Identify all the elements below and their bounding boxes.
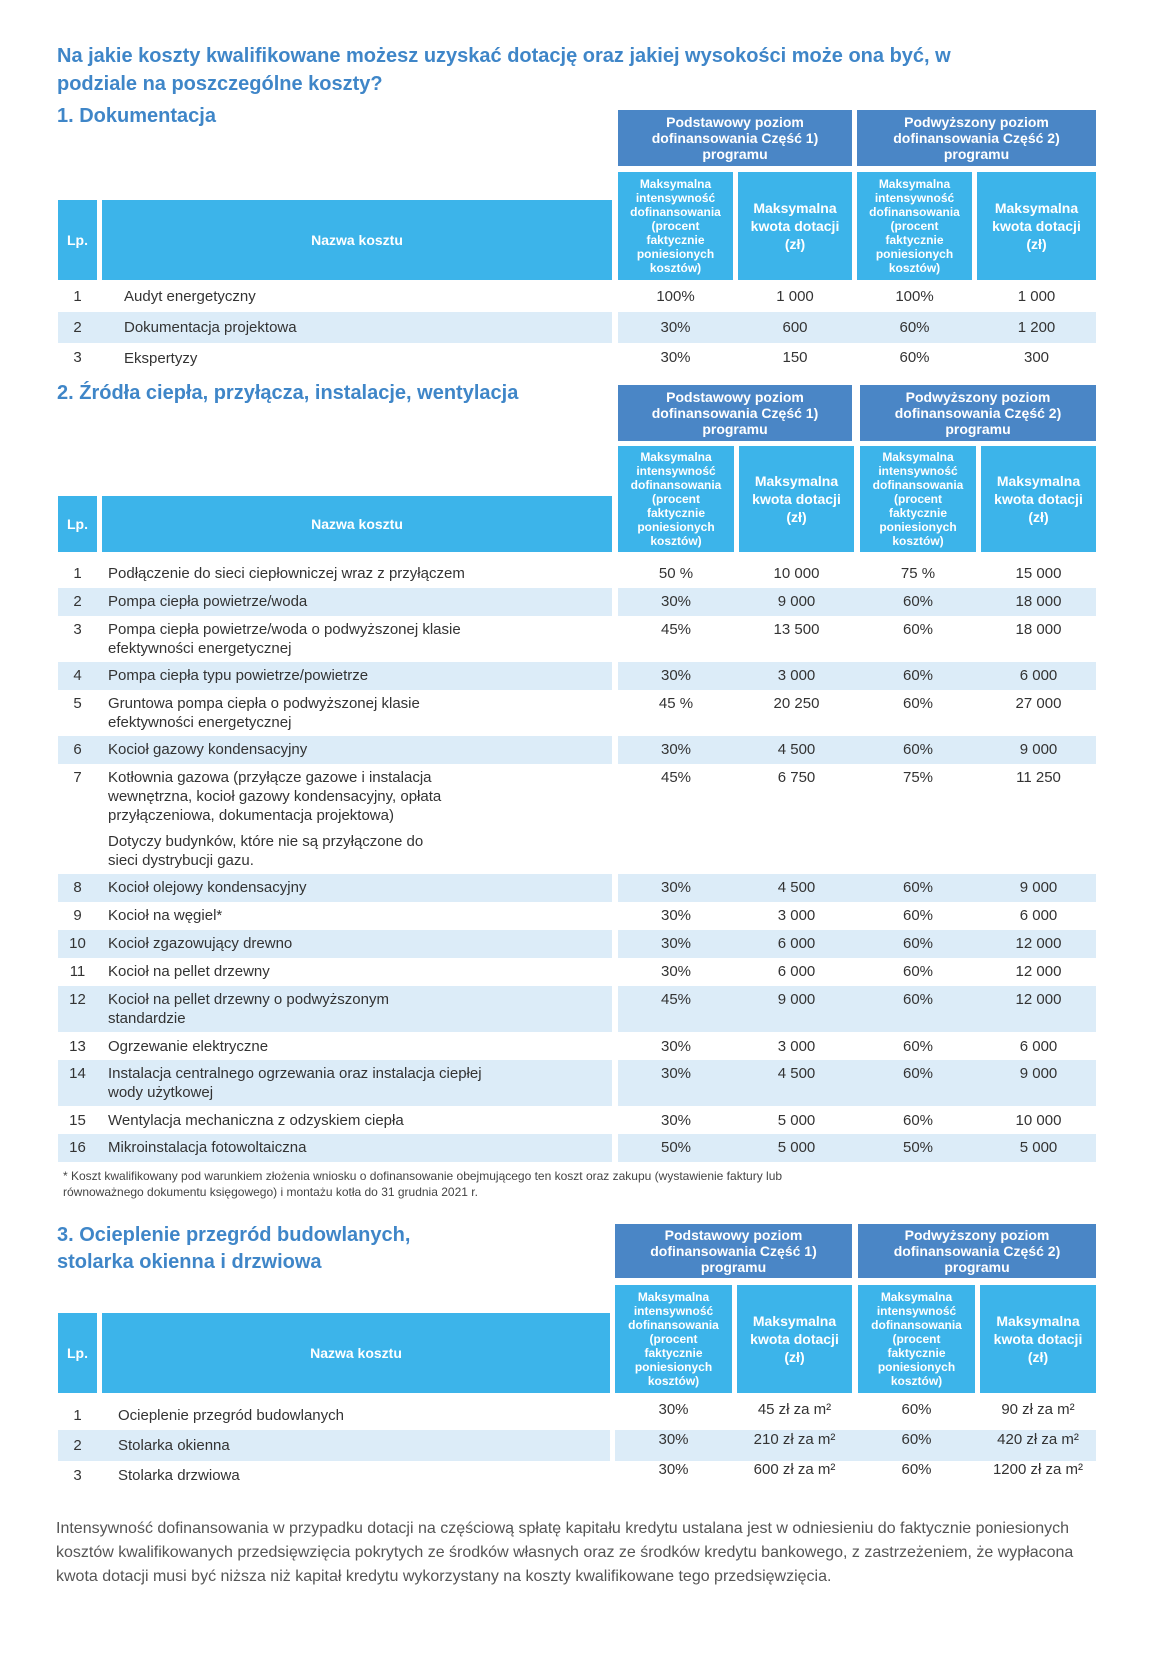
lp-header: Lp. [58,1313,97,1393]
name-header: Nazwa kosztu [102,496,612,552]
basic-level-header: Podstawowy poziom dofinansowania Część 1) programu [618,110,852,166]
basic-level-header: Podstawowy poziom dofinansowania Część 1) programu [618,385,852,441]
name-header: Nazwa kosztu [102,200,612,280]
max-intensity-header: Maksymalna intensywność dofinansowania (procent faktycznie poniesionych kosztów) [618,172,733,280]
row-note: Dotyczy budynków, które nie są przyłączone do sieci dystrybucji gazu. [108,833,424,869]
max-amount-header: Maksymalna kwota dotacji (zł) [739,446,854,552]
max-intensity-header: Maksymalna intensywność dofinansowania (procent faktycznie poniesionych kosztów) [857,172,972,280]
higher-level-header: Podwyższony poziom dofinansowania Część 2) programu [857,110,1096,166]
footnote: * Koszt kwalifikowany pod warunkiem złożenia wniosku o dofinansowanie obejmującego ten koszt oraz zakupu (wystawienie faktury lub równoważnego dokumentu księgowego) i montażu kotła do 31 grudnia 2021 r. [63,1169,783,1199]
section-2-title: 2. Źródła ciepła, przyłącza, instalacje, wentylacja [57,382,519,404]
max-amount-header: Maksymalna kwota dotacji (zł) [980,1285,1096,1393]
max-amount-header: Maksymalna kwota dotacji (zł) [737,1285,852,1393]
basic-level-header: Podstawowy poziom dofinansowania Część 1) programu [615,1224,852,1278]
name-header: Nazwa kosztu [102,1313,610,1393]
max-amount-header: Maksymalna kwota dotacji (zł) [738,172,852,280]
max-intensity-header: Maksymalna intensywność dofinansowania (procent faktycznie poniesionych kosztów) [618,446,734,552]
info-paragraph: Intensywność dofinansowania w przypadku dotacji na częściową spłatę kapitału kredytu ustalana jest w odniesieniu do faktycznie poniesionych kosztów kwalifikowanych przedsięwzięcia pokrytych ze środków własnych oraz ze środków kredytu bankowego, z zastrzeżeniem, że wypłacona kwota dotacji musi być niższa niż kapitał kredytu wykorzystany na koszty kwalifikowane tego przedsięwzięcia. [56,1520,1074,1585]
max-intensity-header: Maksymalna intensywność dofinansowania (procent faktycznie poniesionych kosztów) [615,1285,732,1393]
higher-level-header: Podwyższony poziom dofinansowania Część 2) programu [860,385,1096,441]
max-intensity-header: Maksymalna intensywność dofinansowania (procent faktycznie poniesionych kosztów) [860,446,976,552]
max-amount-header: Maksymalna kwota dotacji (zł) [977,172,1096,280]
lp-header: Lp. [58,496,97,552]
lp-header: Lp. [58,200,97,280]
section-3-title: 3. Ocieplenie przegród budowlanych, stolarka okienna i drzwiowa [57,1224,411,1273]
higher-level-header: Podwyższony poziom dofinansowania Część 2) programu [858,1224,1096,1278]
max-intensity-header: Maksymalna intensywność dofinansowania (procent faktycznie poniesionych kosztów) [858,1285,975,1393]
section-1-title: 1. Dokumentacja [57,105,216,127]
max-amount-header: Maksymalna kwota dotacji (zł) [981,446,1096,552]
page-title: Na jakie koszty kwalifikowane możesz uzyskać dotację oraz jakiej wysokości może ona być, w podziale na poszczególne koszty? [57,45,951,95]
